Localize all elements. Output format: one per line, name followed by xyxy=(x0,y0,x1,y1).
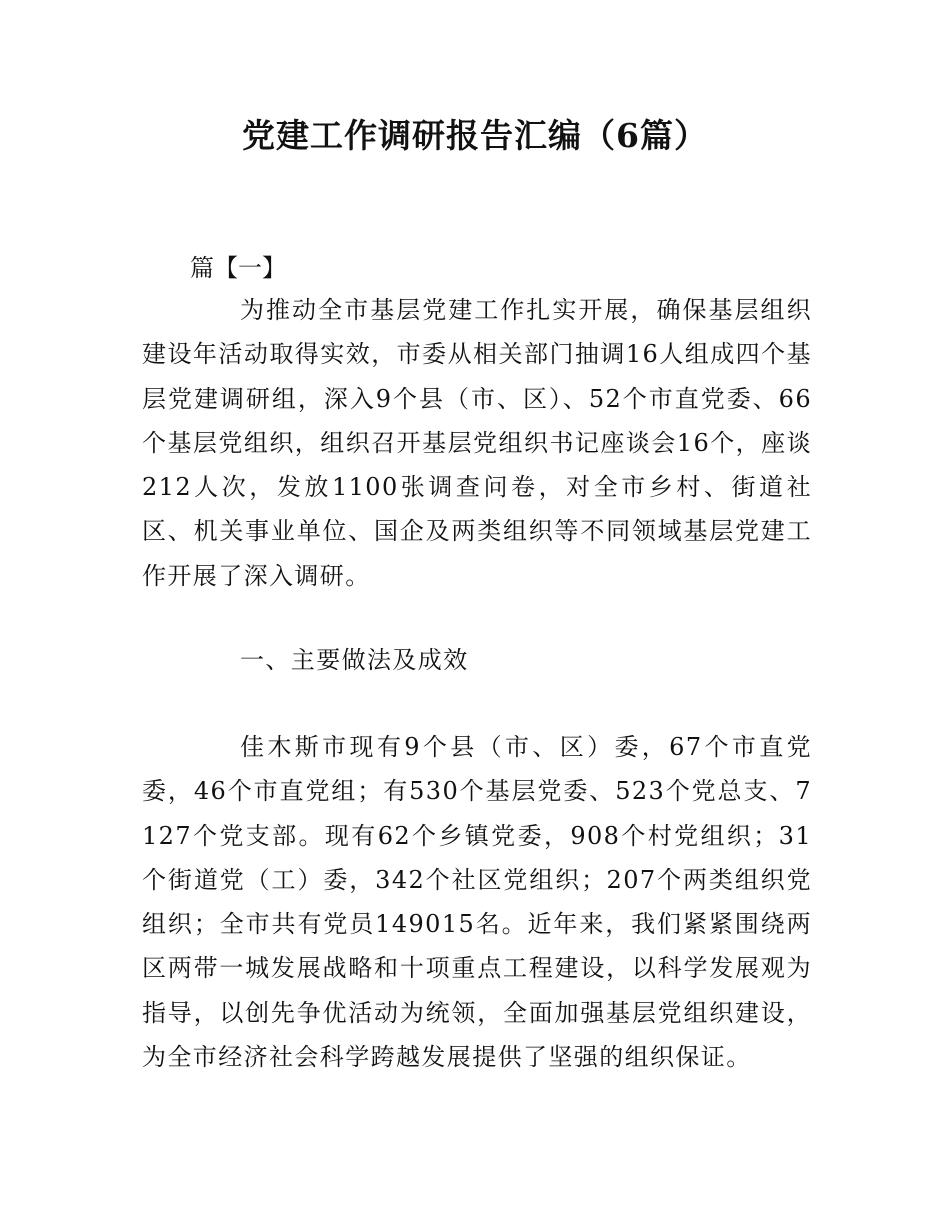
section-heading: 一、主要做法及成效 xyxy=(240,646,469,674)
body-paragraph: 佳木斯市现有9个县（市、区）委，67个市直党委，46个市直党组；有530个基层党委、523个党总支、7127个党支部。现有62个乡镇党委，908个村党组织；31个街道党（工）委，342个社区党组织；207个两类组织党组织；全市共有党员149015名。近年来，我们紧紧围绕两区两带一城发展战略和十项重点工程建设，以科学发展观为指导，以创先争优活动为统领，全面加强基层党组织建设，为全市经济社会科学跨越发展提供了坚强的组织保证。 xyxy=(142,733,812,1072)
section-label: 篇【一】 xyxy=(190,254,286,282)
intro-paragraph: 为推动全市基层党建工作扎实开展，确保基层组织建设年活动取得实效，市委从相关部门抽调16人组成四个基层党建调研组，深入9个县（市、区）、52个市直党委、66个基层党组织，组织召开基层党组织书记座谈会16个，座谈212人次，发放1100张调查问卷，对全市乡村、街道社区、机关事业单位、国企及两类组织等不同领域基层党建工作开展了深入调研。 xyxy=(142,296,812,590)
document-title: 党建工作调研报告汇编（6篇） xyxy=(242,116,708,155)
